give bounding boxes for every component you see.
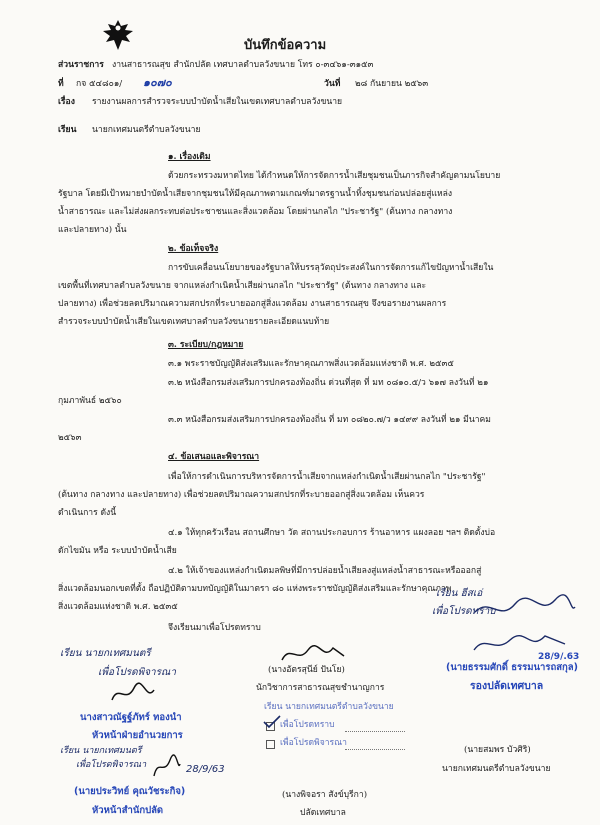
- section-4-heading: ๔. ข้อเสนอและพิจารณา: [168, 452, 260, 462]
- subject-label: เรื่อง: [58, 97, 75, 107]
- section-4-line: สิ่งแวดล้อมนอกเขตที่ตั้ง ถือปฏิบัติตามบทบัญญัติในมาตรา ๘๐ แห่งพระราชบัญญัติส่งเสริมและรักษาคุณภาพ: [58, 584, 452, 594]
- section-2-line: เขตพื้นที่เทศบาลตำบลวังขนาย จากแหล่งกำเนิดน้ำเสียผ่านกลไก "ประชารัฐ" (ต้นทาง กลางทาง และ: [58, 281, 427, 291]
- section-4-line: ๔.๒ ให้เจ้าของแหล่งกำเนิดมลพิษที่มีการปล่อยน้ำเสียลงสู่แหล่งน้ำสาธารณะหรือออกสู่: [168, 566, 482, 576]
- left-stamp-2-name: (นายประวิทย์ คุณวัชระกิจ): [74, 786, 186, 797]
- left-stamp-2-date: 28/9/63: [186, 764, 225, 775]
- section-1-line: รัฐบาล โดยมีเป้าหมายบำบัดน้ำเสียจากชุมชนให้มีคุณภาพตามเกณฑ์มาตรฐานน้ำทิ้งชุมชนก่อนปล่อยสู่แหล่ง: [58, 189, 453, 199]
- left-stamp-2-title: หัวหน้าสำนักปลัด: [92, 805, 164, 816]
- left-handwritten-note: เรียน นายกเทศมนตรี: [60, 746, 142, 756]
- section-3-heading: ๓. ระเบียบ/กฎหมาย: [168, 340, 244, 350]
- to-label: เรียน: [58, 125, 77, 135]
- section-3-item: กุมภาพันธ์ ๒๕๖๐: [58, 396, 122, 406]
- deputy-name: (นายธรรมศักดิ์ ธรรมนารถสกุล): [446, 662, 578, 673]
- ref-value: กจ ๕๔๘๐๑/: [76, 79, 123, 89]
- left-signature-1: [108, 680, 158, 706]
- garuda-emblem-icon: [100, 18, 136, 58]
- left-handwritten-note: เพื่อโปรดพิจารณา: [76, 760, 147, 770]
- section-3-item: ๒๕๖๓: [58, 433, 82, 443]
- option-consider-label: เพื่อโปรดพิจารณา: [280, 738, 347, 748]
- section-1-heading: ๑. เรื่องเดิม: [168, 152, 211, 162]
- left-handwritten-note: เพื่อโปรดพิจารณา: [98, 667, 176, 678]
- ref-handwritten: ๑๐๗๐: [143, 76, 172, 89]
- section-3-item: ๓.๒ หนังสือกรมส่งเสริมการปกครองท้องถิ่น ด่วนที่สุด ที่ มท ๐๘๑๐.๕/ว ๖๑๗ ลงวันที่ ๒๑: [168, 378, 489, 388]
- to-value: นายกเทศมนตรีตำบลวังขนาย: [92, 125, 201, 135]
- deputy-title: รองปลัดเทศบาล: [470, 680, 544, 692]
- section-4-line: (ต้นทาง กลางทาง และปลายทาง) เพื่อช่วยลดปริมาณความสกปรกที่ระบายออกสู่สิ่งแวดล้อม เห็นควร: [58, 490, 425, 500]
- left-handwritten-note: เรียน นายกเทศมนตรี: [60, 648, 151, 659]
- left-stamp-1-name: นางสาวณัฐฐ์ภัทร์ ทองนำ: [80, 712, 182, 723]
- section-3-item: ๓.๑ พระราชบัญญัติส่งเสริมและรักษาคุณภาพสิ่งแวดล้อมแห่งชาติ พ.ศ. ๒๕๓๕: [168, 359, 454, 369]
- clerk-title: ปลัดเทศบาล: [300, 808, 346, 818]
- signer-signature: [278, 642, 348, 666]
- section-4-line: ๔.๑ ให้ทุกครัวเรือน สถานศึกษา วัด สถานประกอบการ ร้านอาหาร แผงลอย ฯลฯ ติดตั้งบ่อ: [168, 528, 496, 538]
- routing-to: เรียน นายกเทศมนตรีตำบลวังขนาย: [264, 702, 394, 712]
- subject-value: รายงานผลการสำรวจระบบบำบัดน้ำเสียในเขตเทศบาลตำบลวังขนาย: [92, 97, 343, 107]
- option-acknowledge-label: เพื่อโปรดทราบ: [280, 720, 335, 730]
- right-handwritten-note: เรียน ฮีสเอ่: [436, 588, 483, 599]
- section-3-item: ๓.๓ หนังสือกรมส่งเสริมการปกครองท้องถิ่น ที่ มท ๐๘๒๐.๗/ว ๑๔๙๙ ลงวันที่ ๒๑ มีนาคม: [168, 415, 491, 425]
- section-2-line: ปลายทาง) เพื่อช่วยลดปริมาณความสกปรกที่ระบายออกสู่สิ่งแวดล้อม งานสาธารณสุข จึงขอรายงานผลการ: [58, 299, 447, 309]
- section-4-line: ดักไขมัน หรือ ระบบบำบัดน้ำเสีย: [58, 546, 177, 556]
- section-2-line: การขับเคลื่อนนโยบายของรัฐบาลให้บรรลุวัตถุประสงค์ในการจัดการแก้ไขปัญหาน้ำเสียใน: [168, 263, 494, 273]
- ref-label: ที่: [58, 79, 64, 89]
- clerk-name: (นางพิจอรา สังข์บุรีกา): [282, 790, 368, 800]
- section-4-line: เพื่อให้การดำเนินการบริหารจัดการน้ำเสียจากแหล่งกำเนิดน้ำเสียผ่านกลไก "ประชารัฐ": [168, 472, 486, 482]
- option-consider-line: [345, 749, 405, 751]
- memo-title: บันทึกข้อความ: [244, 38, 327, 53]
- right-signature-scribble: [470, 592, 580, 632]
- left-signature-2: [150, 754, 184, 780]
- agency-value: งานสาธารณสุข สำนักปลัด เทศบาลตำบลวังขนาย โทร ๐-๓๔๖๑-๓๑๕๓: [112, 60, 374, 70]
- section-4-line: ดำเนินการ ดังนี้: [58, 508, 117, 518]
- date-label: วันที่: [324, 79, 341, 89]
- section-2-line: สำรวจระบบบำบัดน้ำเสียในเขตเทศบาลตำบลวังขนายรายละเอียดแนบท้าย: [58, 317, 330, 327]
- option-acknowledge-line: [345, 731, 405, 733]
- routing-check-mark: [262, 714, 282, 730]
- signer-name: (นางอัตรสุนีย์ ปันโย): [268, 665, 345, 675]
- deputy-date: 28/9/.63: [538, 652, 580, 662]
- mayor-name: (นายสมพร บัวศิริ): [464, 745, 531, 755]
- date-value: ๒๘ กันยายน ๒๕๖๓: [355, 79, 429, 89]
- section-1-line: ด้วยกระทรวงมหาดไทย ได้กำหนดให้การจัดการน้ำเสียชุมชนเป็นภารกิจสำคัญตามนโยบาย: [168, 171, 501, 181]
- closing-line: จึงเรียนมาเพื่อโปรดทราบ: [168, 623, 261, 633]
- section-1-line: และปลายทาง) นั้น: [58, 225, 127, 235]
- mayor-title: นายกเทศมนตรีตำบลวังขนาย: [442, 764, 551, 774]
- agency-label: ส่วนราชการ: [58, 60, 104, 70]
- left-stamp-1-title: หัวหน้าฝ่ายอำนวยการ: [92, 730, 183, 741]
- section-1-line: น้ำสาธารณะ และไม่ส่งผลกระทบต่อประชาชนและสิ่งแวดล้อม โดยผ่านกลไก "ประชารัฐ" (ต้นทาง กลางทาง: [58, 207, 453, 217]
- signer-position: นักวิชาการสาธารณสุขชำนาญการ: [256, 683, 385, 693]
- option-consider-checkbox[interactable]: [266, 740, 275, 749]
- right-handwritten-note: เพื่อโปรดทราบ: [432, 606, 496, 617]
- section-2-heading: ๒. ข้อเท็จจริง: [168, 244, 219, 254]
- section-4-line: สิ่งแวดล้อมแห่งชาติ พ.ศ. ๒๕๓๕: [58, 602, 178, 612]
